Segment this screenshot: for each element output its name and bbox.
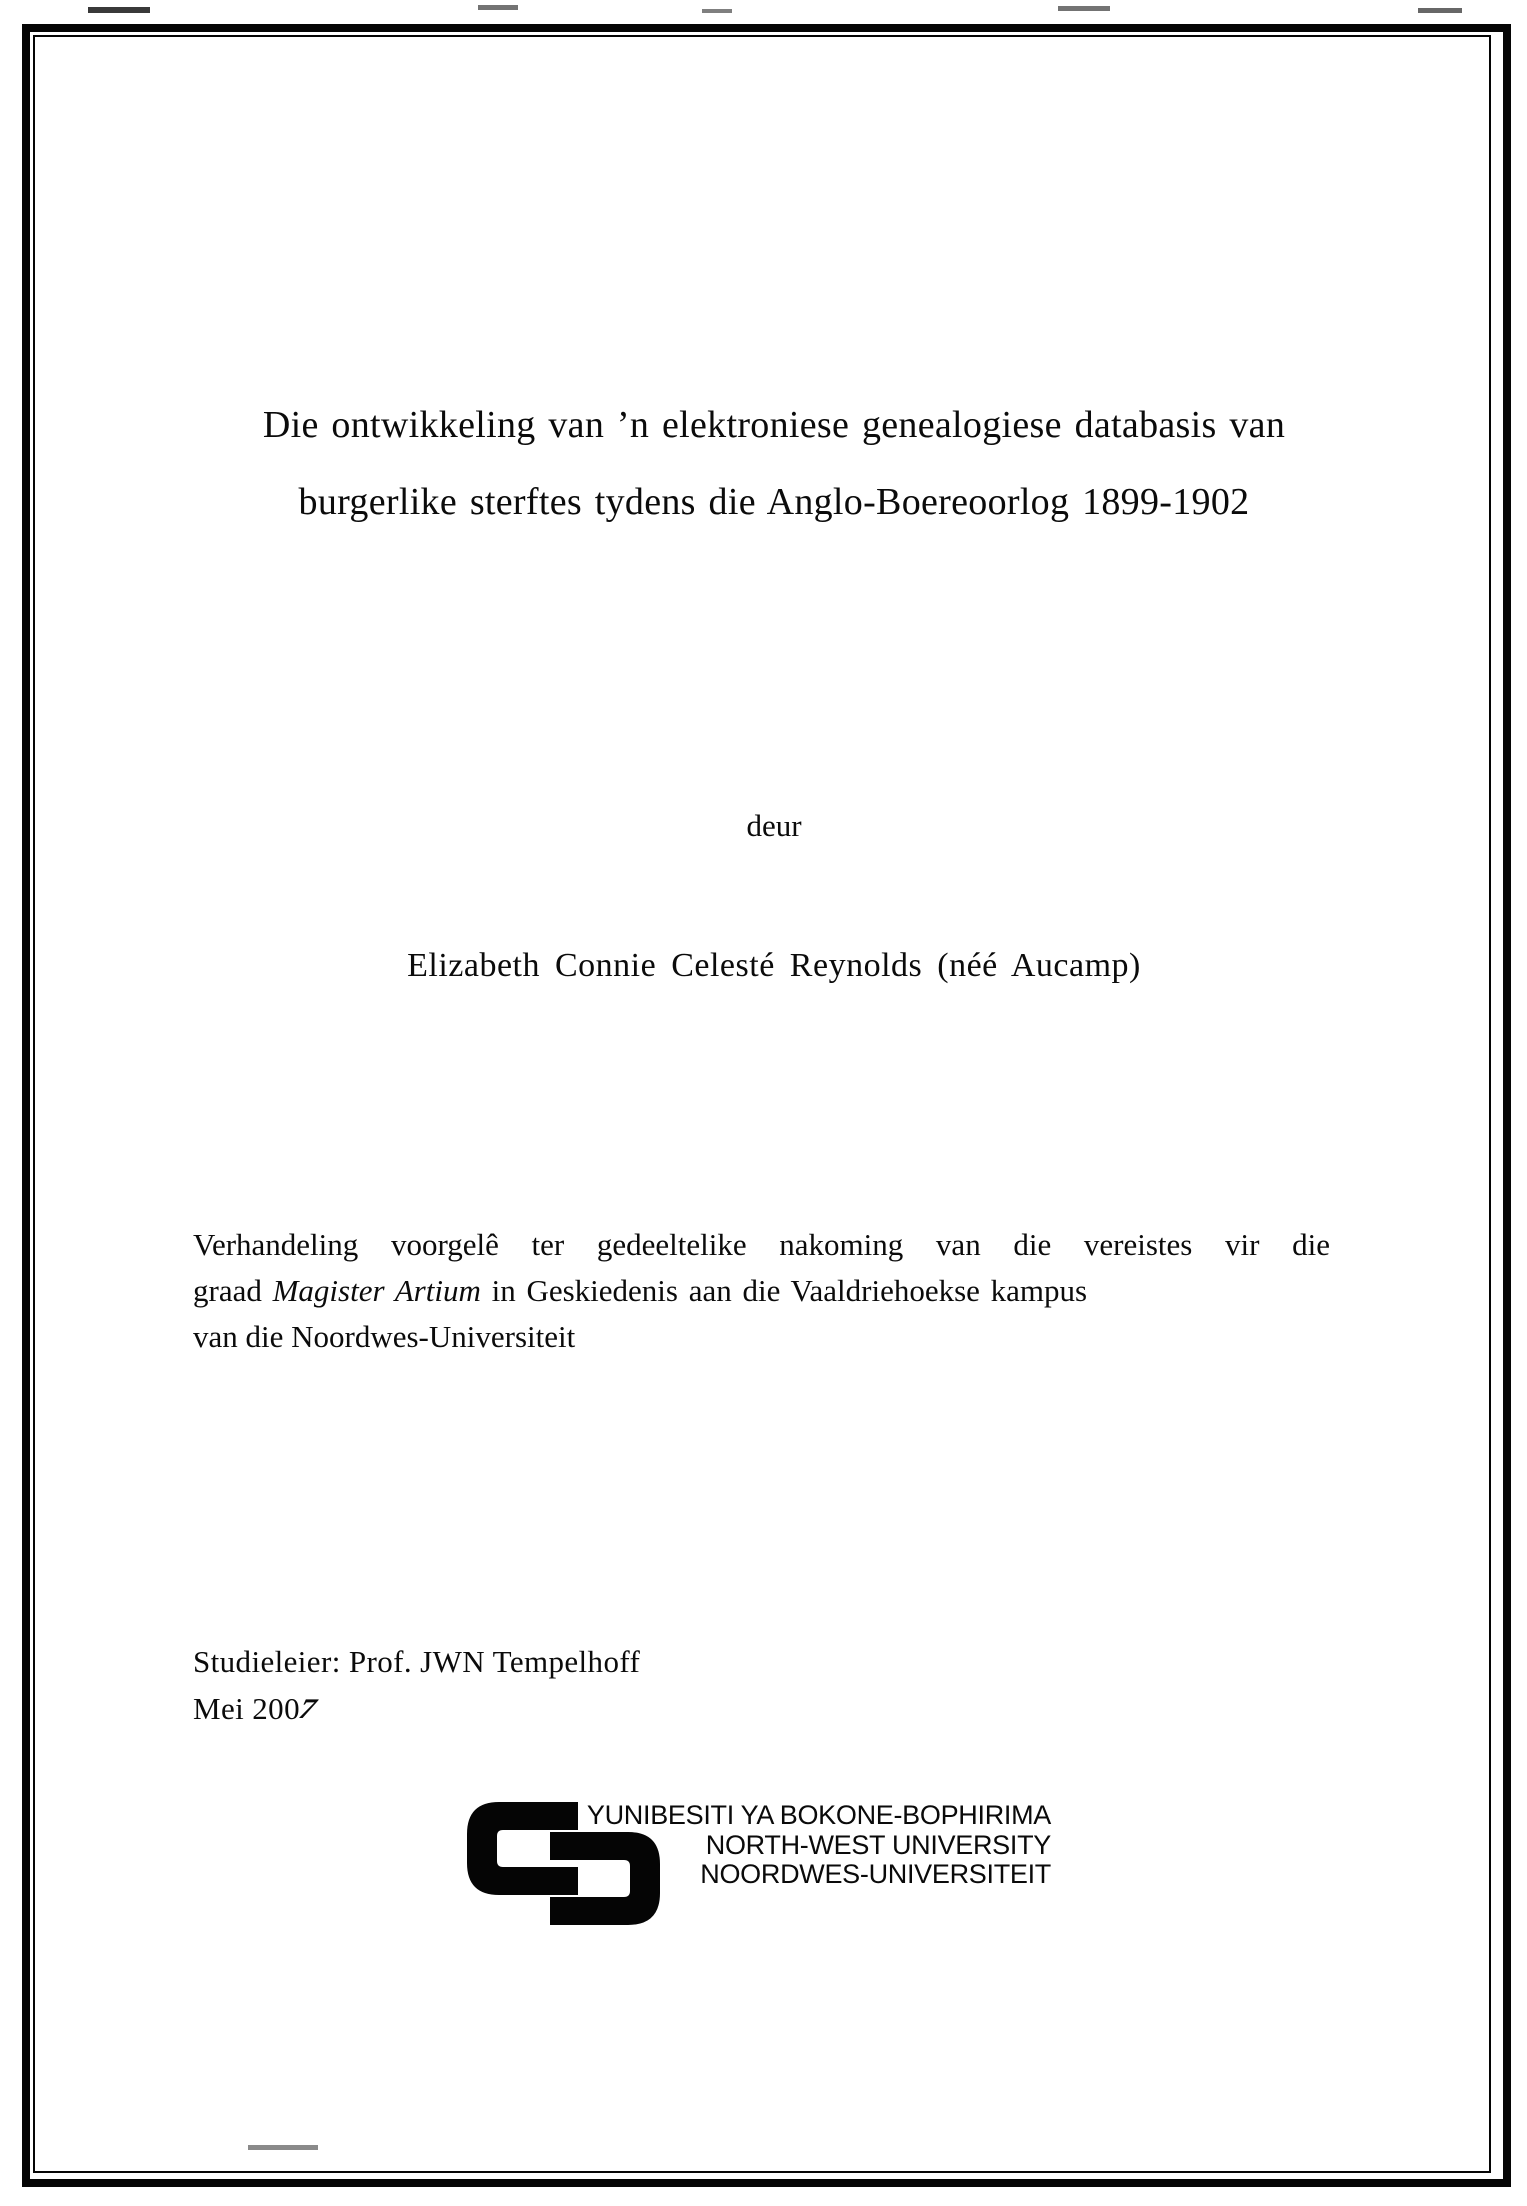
scan-artifact xyxy=(88,7,150,13)
author-name: Elizabeth Connie Celesté Reynolds (néé Aucamp) xyxy=(407,947,1141,984)
date-line xyxy=(193,1685,640,1732)
scan-artifact xyxy=(478,5,518,10)
degree-statement-line-2 xyxy=(193,1268,1330,1314)
degree-name-italic: Magister Artium xyxy=(272,1273,481,1308)
degree-statement xyxy=(193,1222,1330,1360)
scan-artifact xyxy=(1058,6,1110,11)
supervisor-line: Studieleier: Prof. JWN Tempelhoff xyxy=(193,1644,641,1679)
scan-artifact xyxy=(1418,8,1462,13)
degree-post-italic: in Geskiedenis aan die Vaaldriehoekse kampus xyxy=(480,1273,1088,1308)
degree-statement-line-3: van die Noordwes-Universiteit xyxy=(193,1319,576,1354)
degree-pre-italic: graad xyxy=(193,1273,273,1308)
supervisor-block xyxy=(193,1638,640,1732)
title-line-1: Die ontwikkeling van ’n elektroniese genealogiese databasis van xyxy=(262,404,1286,446)
title-line-2: burgerlike sterftes tydens die Anglo-Boereoorlog 1899-1902 xyxy=(298,481,1250,523)
logo-line-afrikaans: NOORDWES-UNIVERSITEIT xyxy=(700,1859,1051,1889)
scan-artifact xyxy=(702,9,732,13)
thesis-title xyxy=(193,403,1355,524)
degree-statement-line-1: Verhandeling voorgelê ter gedeeltelike nakoming van die vereistes vir die xyxy=(193,1227,1330,1262)
date-prefix: Mei 200 xyxy=(193,1691,300,1726)
logo-line-setswana: YUNIBESITI YA BOKONE-BOPHIRIMA xyxy=(586,1800,1051,1830)
logo-line-english: NORTH-WEST UNIVERSITY xyxy=(705,1829,1051,1860)
date-damaged-digit: 7 xyxy=(292,1692,324,1725)
byline-label: deur xyxy=(746,808,802,843)
nwu-logo-text xyxy=(587,1801,1051,1890)
